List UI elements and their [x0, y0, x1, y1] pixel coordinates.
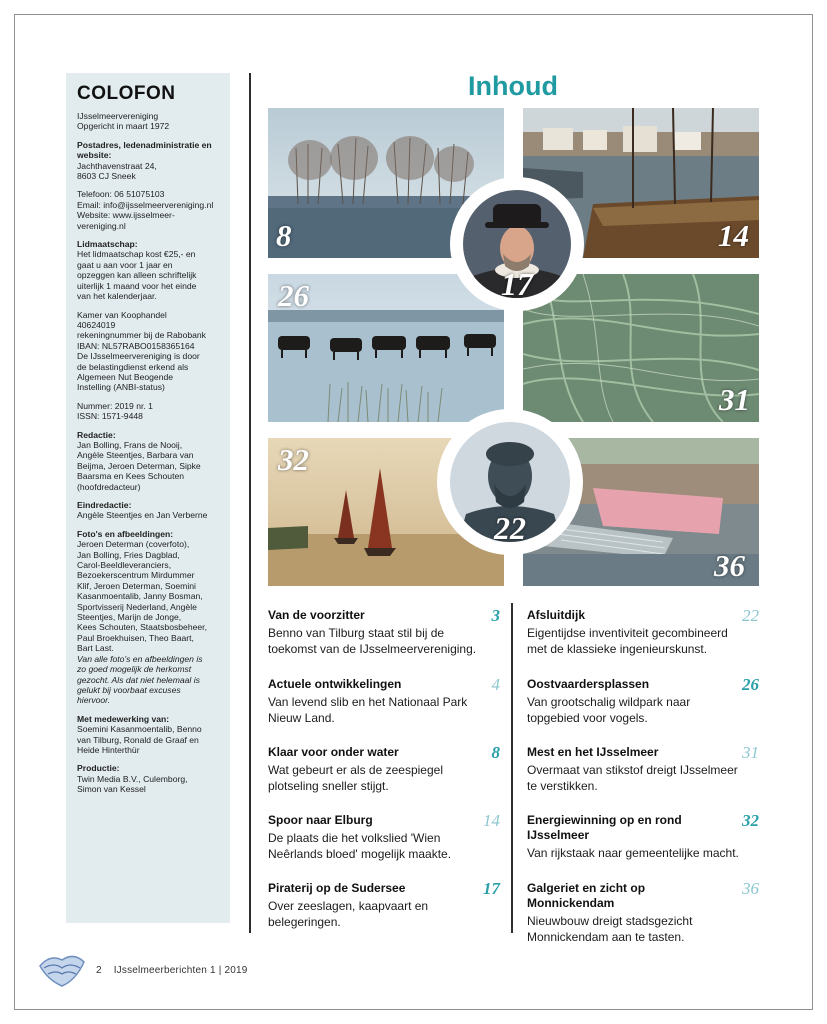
colofon-line: Carol-Beeldleveranciers,: [77, 560, 172, 571]
colofon-line: Simon van Kessel: [77, 784, 146, 795]
toc-entry-page: 26: [742, 675, 759, 694]
colofon-heading: Postadres, ledenadministratie en website:: [77, 139, 212, 161]
toc-entry-description: Van rijkstaak naar gemeentelijke macht.: [527, 846, 739, 860]
photo-page-number: 32: [278, 442, 309, 477]
colofon-line: Angèle Steentjes en Jan Verberne: [77, 510, 208, 521]
colofon-note-line: gezocht. Als dat niet helemaal is: [77, 674, 200, 685]
colofon-line: rekeningnummer bij de Rabobank: [77, 330, 206, 341]
colofon-heading: Foto's en afbeeldingen:: [77, 528, 174, 539]
inhoud-title: Inhoud: [468, 71, 558, 101]
colofon-title: COLOFON: [77, 83, 176, 104]
colofon-org: [77, 111, 221, 132]
colofon-line: Jan Bolling, Fries Dagblad,: [77, 549, 180, 560]
footer-magazine-title: IJsselmeerberichten 1 | 2019: [113, 965, 248, 976]
toc-entry[interactable]: [268, 608, 500, 657]
toc-entry[interactable]: [268, 677, 500, 726]
toc-entry[interactable]: [527, 745, 759, 794]
toc-entry-description: Over zeeslagen, kaapvaart en belegeringen.: [268, 899, 429, 929]
toc-divider: [511, 603, 513, 933]
colofon-note-line: Van alle foto's en afbeeldingen is: [77, 653, 203, 664]
toc-entry-page: 4: [491, 675, 500, 694]
toc-entry-title: Galgeriet en zicht op Monnickendam: [527, 881, 646, 910]
colofon-line: de belastingdienst erkend als: [77, 361, 189, 372]
colofon-line: opzeggen kan alleen schriftelijk: [77, 270, 197, 281]
colofon-note-line: hiervoor.: [77, 695, 111, 706]
photo-page-number: 22: [494, 510, 526, 546]
toc-entry-page: 3: [491, 606, 500, 625]
colofon-line: van Tilburg, Ronald de Graaf en: [77, 734, 199, 745]
toc-entry-title: Klaar voor onder water: [268, 745, 399, 759]
toc-entry-description: Van grootschalig wildpark naar topgebied voor vogels.: [527, 695, 691, 725]
colofon-note-line: gelukt bij voorbaat excuses: [77, 684, 181, 695]
toc-entry-description: De plaats die het volkslied 'Wien Neêrlands bloed' mogelijk maakte.: [268, 831, 452, 861]
toc-entry[interactable]: [268, 881, 500, 930]
colofon-note-line: zo goed mogelijk de herkomst: [77, 664, 192, 675]
photo-page-number: 26: [278, 278, 309, 313]
toc-entry[interactable]: [527, 813, 759, 861]
colofon-medewerking: [77, 714, 221, 756]
colofon-line: Klif, Jeroen Determan, Soemini: [77, 580, 196, 591]
colofon-line: Instelling (ANBI-status): [77, 382, 165, 393]
colofon-line: Heide Hinterthür: [77, 744, 140, 755]
toc-entry-page: 36: [742, 879, 759, 898]
colofon-line: Nummer: 2019 nr. 1: [77, 400, 153, 411]
toc-entry-title: Spoor naar Elburg: [268, 813, 373, 827]
toc-entry-title: Energiewinning op en rond IJsselmeer: [527, 813, 682, 842]
colofon-line: 8603 CJ Sneek: [77, 171, 136, 182]
colofon-line: Het lidmaatschap kost €25,- en: [77, 249, 196, 260]
toc-entry-description: Benno van Tilburg staat stil bij de toekomst van de IJsselmeervereniging.: [268, 626, 477, 656]
ijsselmeer-logo-icon: [36, 946, 88, 990]
colofon-line: Sportvisserij Nederland, Angèle: [77, 601, 197, 612]
toc-entry[interactable]: [527, 677, 759, 726]
photo-page-number: 14: [718, 218, 749, 253]
colofon-line: Baarsma en Kees Schouten: [77, 471, 185, 482]
colofon-contact: [77, 189, 221, 231]
photo-page-number: 17: [501, 266, 533, 302]
colofon-line: 40624019: [77, 319, 116, 330]
colofon-line: Website: www.ijsselmeer-: [77, 210, 175, 221]
toc-entry-description: Nieuwbouw dreigt stadsgezicht Monnickendam aan te tasten.: [527, 914, 693, 944]
colofon-line: van het kalenderjaar.: [77, 291, 157, 302]
photo-page-number: 36: [714, 548, 745, 583]
colofon-line: Algemeen Nut Beogende: [77, 371, 174, 382]
colofon-redactie: [77, 430, 221, 492]
toc-entry-page: 22: [742, 606, 759, 625]
toc-entry-page: 31: [742, 743, 759, 762]
colofon-line: Twin Media B.V., Culemborg,: [77, 773, 188, 784]
toc-entry-title: Afsluitdijk: [527, 608, 586, 622]
colofon-line: Telefoon: 06 51075103: [77, 189, 165, 200]
column-divider: [249, 73, 251, 933]
toc-entry-description: Wat gebeurt er als de zeespiegel plotseling sneller stijgt.: [268, 763, 443, 793]
colofon-line: Kamer van Koophandel: [77, 309, 167, 320]
toc-entry-page: 8: [491, 743, 500, 762]
colofon-line: Email: info@ijsselmeervereniging.nl: [77, 199, 214, 210]
colofon-org-line: Opgericht in maart 1972: [77, 121, 170, 132]
photo-page-number: 8: [276, 218, 292, 253]
colofon-eindredactie: [77, 500, 221, 521]
colofon-line: Beijma, Jeroen Determan, Sipke: [77, 460, 201, 471]
toc-entry-page: 32: [742, 811, 759, 830]
toc-entry-description: Van levend slib en het Nationaal Park Nieuw Land.: [268, 695, 468, 725]
photo-page-number: 31: [719, 382, 750, 417]
colofon-heading: Eindredactie:: [77, 500, 132, 510]
colofon-line: uiterlijk 1 maand voor het einde: [77, 280, 197, 291]
colofon-line: Bezoekerscentrum Mirdummer: [77, 570, 195, 581]
colofon-line: Steentjes, Marijn de Jonge,: [77, 612, 182, 623]
toc-entry[interactable]: [527, 881, 759, 945]
colofon-line: (hoofdredacteur): [77, 481, 141, 492]
colofon-line: gaat u aan voor 1 jaar en: [77, 259, 173, 270]
colofon-kvk: [77, 310, 221, 393]
toc-entry[interactable]: [527, 608, 759, 657]
toc-entry-description: Overmaat van stikstof dreigt IJsselmeer te verstikken.: [527, 763, 738, 793]
toc-entry[interactable]: [268, 745, 500, 794]
toc-entry[interactable]: [268, 813, 500, 862]
colofon-line: De IJsselmeervereniging is door: [77, 351, 200, 362]
colofon-postadres: [77, 140, 221, 182]
colofon-lidmaatschap: [77, 239, 221, 301]
colofon-line: Bart Last.: [77, 643, 114, 654]
colofon-line: Kasanmoentalib, Janny Bosman,: [77, 591, 203, 602]
toc-entry-title: Oostvaardersplassen: [527, 677, 650, 691]
photo-bust-circle[interactable]: [440, 412, 580, 552]
colofon-line: Soemini Kasanmoentalib, Benno: [77, 724, 202, 735]
colofon-line: Paul Broekhuisen, Theo Baart,: [77, 632, 194, 643]
colofon-line: Jeroen Determan (coverfoto),: [77, 539, 190, 550]
photo-portrait-circle[interactable]: [453, 180, 581, 308]
colofon-line: ISSN: 1571-9448: [77, 411, 143, 422]
colofon-line: Jan Bolling, Frans de Nooij,: [77, 439, 183, 450]
footer-page-number: 2: [96, 965, 102, 976]
toc-entry-title: Actuele ontwikkelingen: [268, 677, 402, 691]
toc-entry-page: 14: [483, 811, 500, 830]
page-footer: [96, 965, 248, 976]
colofon-heading: Met medewerking van:: [77, 713, 170, 724]
toc-entry-title: Piraterij op de Sudersee: [268, 881, 406, 895]
colofon-heading: Lidmaatschap:: [77, 239, 138, 250]
colofon-line: IBAN: NL57RABO0158365164: [77, 340, 195, 351]
toc-entry-title: Mest en het IJsselmeer: [527, 745, 659, 759]
toc-entry-page: 17: [483, 879, 500, 898]
colofon-heading: Productie:: [77, 763, 120, 774]
colofon-line: vereniging.nl: [77, 220, 126, 231]
colofon-heading: Redactie:: [77, 429, 116, 440]
colofon-line: Kees Schouten, Staatsbosbeheer,: [77, 622, 207, 633]
toc-entry-title: Van de voorzitter: [268, 608, 365, 622]
colofon-productie: [77, 763, 221, 794]
colofon-line: Angèle Steentjes, Barbara van: [77, 450, 194, 461]
colofon-nummer: [77, 401, 221, 422]
toc-entry-description: Eigentijdse inventiviteit gecombineerd met de klassieke ingenieurskunst.: [527, 626, 728, 656]
colofon-line: Jachthavenstraat 24,: [77, 160, 157, 171]
colofon-fotos: [77, 529, 221, 706]
colofon-org-line: IJsselmeervereniging: [77, 111, 159, 121]
colofon-panel: [66, 73, 230, 923]
